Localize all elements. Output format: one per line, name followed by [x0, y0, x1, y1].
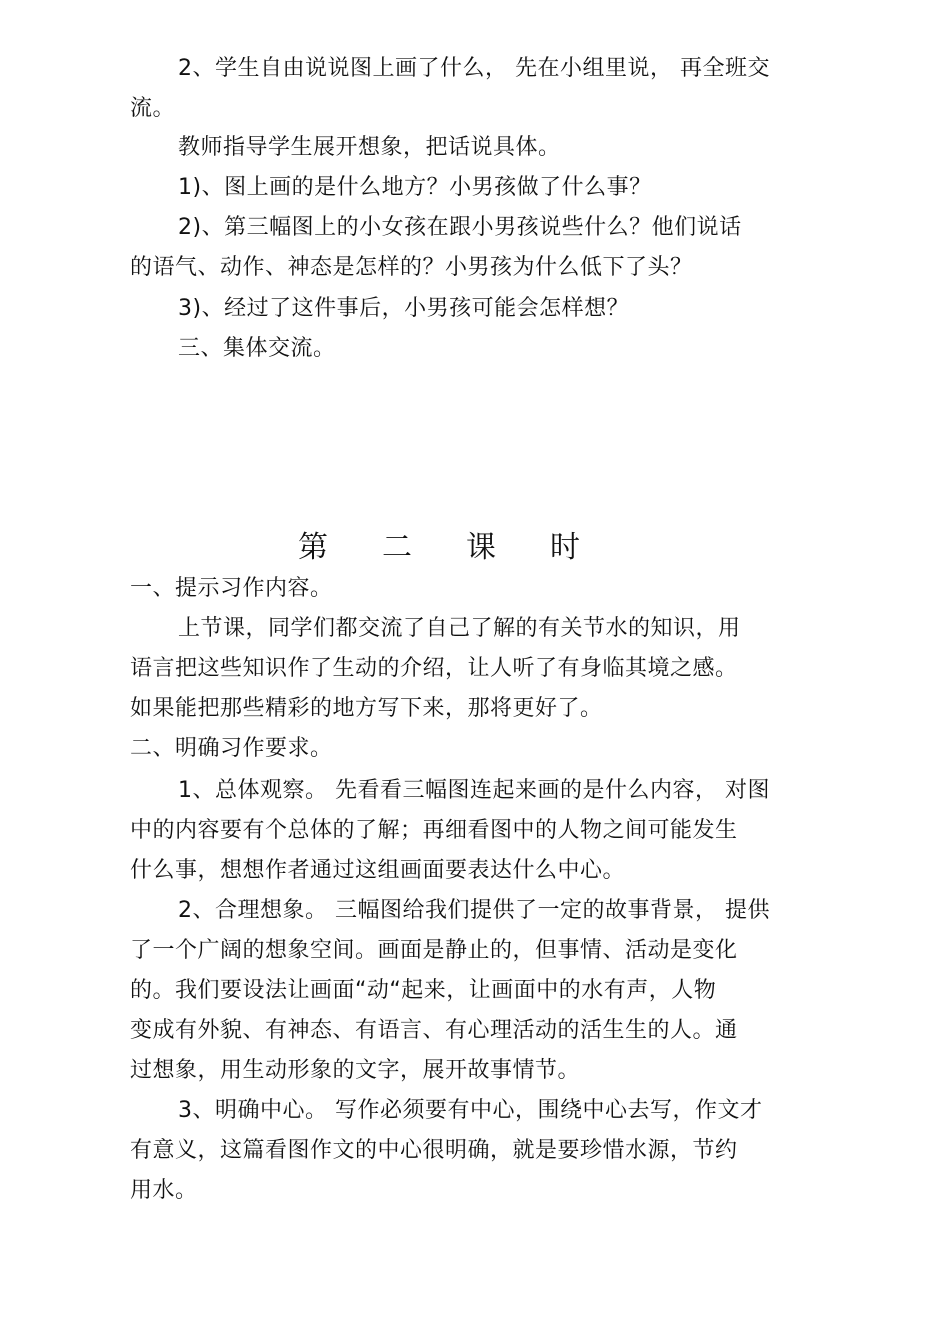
text-line: 如果能把那些精彩的地方写下来，那将更好了。 — [130, 696, 603, 721]
text-line: 1)、图上画的是什么地方？小男孩做了什么事？ — [178, 175, 652, 200]
text-line: 2、学生自由说说图上画了什么， 先在小组里说， 再全班交 — [178, 56, 770, 81]
section-heading: 二、明确习作要求。 — [130, 736, 333, 761]
text-line: 过想象，用生动形象的文字，展开故事情节。 — [130, 1058, 581, 1083]
title-char: 第 — [298, 530, 328, 565]
text-line: 变成有外貌、有神态、有语言、有心理活动的活生生的人。通 — [130, 1018, 738, 1043]
title-char: 二 — [382, 530, 412, 565]
text-line: 三、集体交流。 — [178, 336, 336, 361]
text-line: 2、合理想象。 三幅图给我们提供了一定的故事背景， 提供 — [178, 898, 770, 923]
text-line: 中的内容要有个总体的了解；再细看图中的人物之间可能发生 — [130, 818, 738, 843]
section-title — [0, 528, 914, 568]
text-line: 的语气、动作、神态是怎样的？小男孩为什么低下了头？ — [130, 255, 693, 280]
text-line: 3、明确中心。 写作必须要有中心，围绕中心去写，作文才 — [178, 1098, 763, 1123]
text-line: 语言把这些知识作了生动的介绍，让人听了有身临其境之感。 — [130, 656, 738, 681]
text-line: 上节课，同学们都交流了自己了解的有关节水的知识，用 — [178, 616, 741, 641]
title-char: 课 — [466, 530, 496, 565]
text-line: 2)、第三幅图上的小女孩在跟小男孩说些什么？他们说话 — [178, 215, 742, 240]
text-line: 流。 — [130, 96, 176, 121]
text-line: 1、总体观察。 先看看三幅图连起来画的是什么内容， 对图 — [178, 778, 770, 803]
text-line: 了一个广阔的想象空间。画面是静止的，但事情、活动是变化 — [130, 938, 738, 963]
text-line: 有意义，这篇看图作文的中心很明确，就是要珍惜水源，节约 — [130, 1138, 738, 1163]
text-line: 3)、经过了这件事后，小男孩可能会怎样想？ — [178, 296, 630, 321]
text-line: 什么事，想想作者通过这组画面要表达什么中心。 — [130, 858, 626, 883]
section-heading: 一、提示习作内容。 — [130, 576, 333, 601]
text-line: 用水。 — [130, 1178, 198, 1203]
title-char: 时 — [550, 530, 580, 565]
text-line: 的。我们要设法让画面“动“起来，让画面中的水有声，人物 — [130, 978, 717, 1003]
text-line: 教师指导学生展开想象，把话说具体。 — [178, 135, 561, 160]
